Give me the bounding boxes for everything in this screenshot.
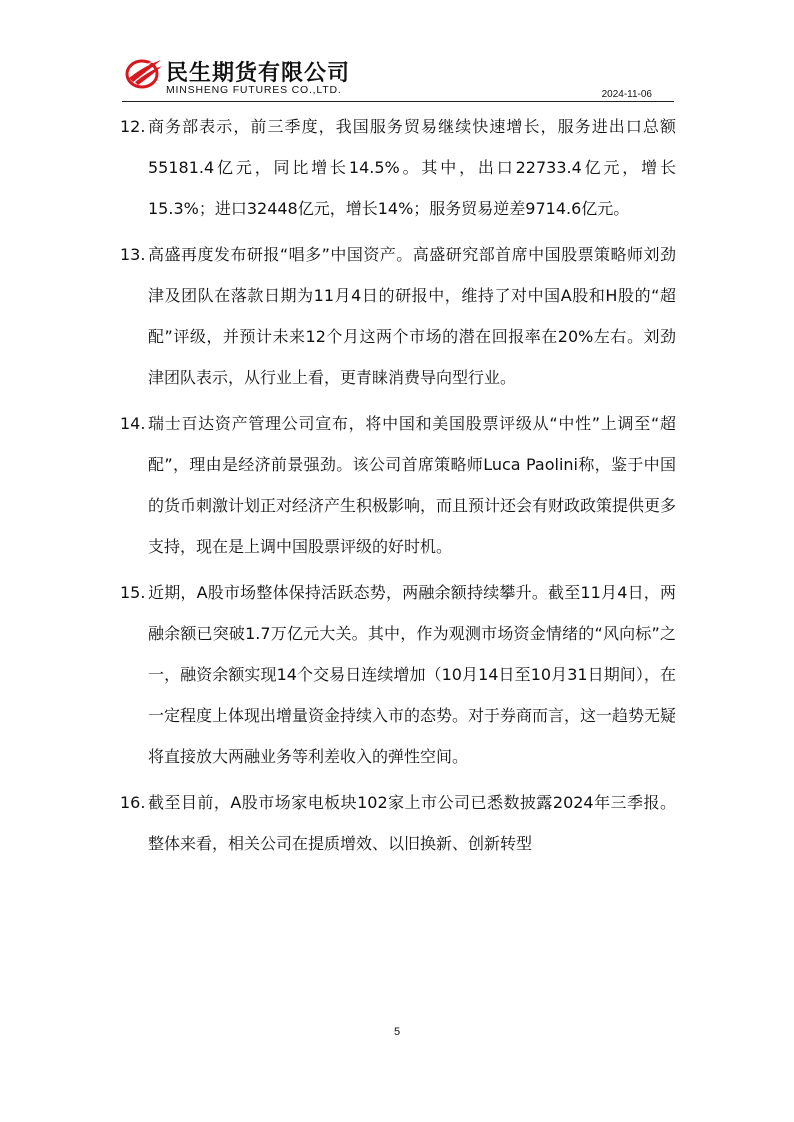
news-item	[120, 234, 676, 398]
item-number: 14.	[120, 414, 146, 433]
header-divider	[122, 101, 674, 102]
news-item	[120, 403, 676, 567]
company-name-cn: 民生期货有限公司	[166, 61, 351, 86]
item-number: 16.	[120, 793, 146, 812]
minsheng-logo-icon	[125, 56, 163, 94]
company-name-en: MINSHENG FUTURES CO.,LTD.	[166, 84, 342, 96]
page-number: 5	[393, 1026, 401, 1038]
item-number: 15.	[120, 583, 146, 602]
news-item	[120, 572, 676, 777]
news-list	[120, 106, 676, 869]
item-text: 商务部表示，前三季度，我国服务贸易继续快速增长，服务进出口总额55181.4亿元，同比增长14.5%。其中，出口22733.4亿元，增长15.3%；进口32448亿元，增长14%；服务贸易逆差9714.6亿元。	[148, 117, 676, 218]
item-text: 高盛再度发布研报“唱多”中国资产。高盛研究部首席中国股票策略师刘劲津及团队在落款日期为11月4日的研报中，维持了对中国A股和H股的“超配”评级，并预计未来12个月这两个市场的潜在回报率在20%左右。刘劲津团队表示，从行业上看，更青睐消费导向型行业。	[148, 245, 676, 387]
item-number: 12.	[120, 117, 146, 136]
news-item	[120, 782, 676, 864]
item-text: 近期，A股市场整体保持活跃态势，两融余额持续攀升。截至11月4日，两融余额已突破1.7万亿元大关。其中，作为观测市场资金情绪的“风向标”之一，融资余额实现14个交易日连续增加（10月14日至10月31日期间），在一定程度上体现出增量资金持续入市的态势。对于券商而言，这一趋势无疑将直接放大两融业务等利差收入的弹性空间。	[148, 583, 677, 766]
item-number: 13.	[120, 245, 146, 264]
page-header	[122, 52, 674, 102]
item-text: 瑞士百达资产管理公司宣布，将中国和美国股票评级从“中性”上调至“超配”，理由是经济前景强劲。该公司首席策略师Luca Paolini称，鉴于中国的货币刺激计划正对经济产生积极影响，而且预计还会有财政政策提供更多支持，现在是上调中国股票评级的好时机。	[148, 414, 677, 556]
news-item	[120, 106, 676, 229]
item-text: 截至目前，A股市场家电板块102家上市公司已悉数披露2024年三季报。整体来看，相关公司在提质增效、以旧换新、创新转型	[148, 793, 676, 853]
report-date: 2024-11-06	[601, 89, 652, 100]
